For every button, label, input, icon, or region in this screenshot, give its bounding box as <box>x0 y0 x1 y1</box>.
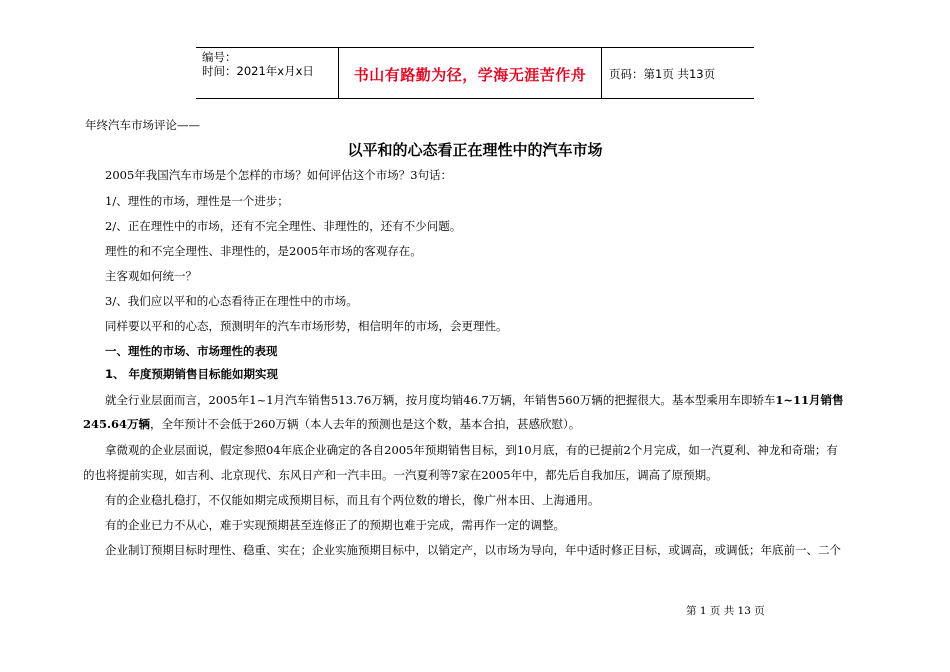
header-motto: 书山有路勤为径，学海无涯苦作舟 <box>353 66 587 84</box>
paragraph-bold-text: 1~11月销售 <box>775 393 844 407</box>
paragraph: 1/、理性的市场，理性是一个进步； <box>105 194 289 208</box>
paragraph-line <box>105 392 843 408</box>
header-page-label: 页码：第1页 共13页 <box>609 67 716 81</box>
paragraph: 3/、我们应以平和的心态看待正在理性中的市场。 <box>105 294 358 308</box>
series-title: 年终汽车市场评论—— <box>85 118 200 132</box>
paragraph-text: 就全行业层面而言，2005年1~1月汽车销售513.76万辆，按月度均销46.7万辆，年销售560万辆的把握很大。基本型乘用车即轿车 <box>105 393 776 407</box>
paragraph-text: ，全年预计不会低于260万辆（本人去年的预测也是这个数，基本合拍，甚感欣慰）。 <box>150 417 581 431</box>
header-motto-cell <box>338 48 602 98</box>
paragraph: 拿微观的企业层面说，假定参照04年底企业确定的各自2005年预期销售目标，到10月底，有的已提前2个月完成，如一汽夏利、神龙和奇瑞；有 <box>105 443 838 457</box>
doc-number-label: 编号： <box>202 50 237 64</box>
paragraph: 2/、正在理性中的市场，还有不完全理性、非理性的，还有不少问题。 <box>105 219 462 233</box>
paragraph: 有的企业已力不从心，难于实现预期甚至连修正了的预期也难于完成，需再作一定的调整。 <box>105 518 565 532</box>
paragraph: 理性的和不完全理性、非理性的，是2005年市场的客观存在。 <box>105 244 422 258</box>
document-title: 以平和的心态看正在理性中的汽车市场 <box>347 141 603 159</box>
paragraph: 同样要以平和的心态，预测明年的汽车市场形势，相信明年的市场，会更理性。 <box>105 319 508 333</box>
paragraph: 2005年我国汽车市场是个怎样的市场？如何评估这个市场？3句话： <box>105 168 453 182</box>
paragraph: 企业制订预期目标时理性、稳重、实在；企业实施预期目标中，以销定产，以市场为导向，年中适时修正目标，或调高，或调低；年底前一、二个 <box>105 543 841 557</box>
header-info <box>202 50 314 78</box>
subsection-heading: 1、 年度预期销售目标能如期实现 <box>105 367 279 381</box>
paragraph-bold-text: 245.64万辆 <box>83 417 151 431</box>
paragraph: 的也将提前实现，如吉利、北京现代、东风日产和一汽丰田。一汽夏利等7家在2005年中，都先后自我加压，调高了原预期。 <box>83 468 718 482</box>
paragraph: 主客观如何统一？ <box>105 269 197 283</box>
doc-time-label: 时间：2021年x月x日 <box>202 64 314 78</box>
paragraph-line <box>83 416 580 432</box>
header-table <box>196 47 754 99</box>
section-heading: 一、理性的市场、市场理性的表现 <box>105 344 278 358</box>
page-footer: 第 1 页 共 13 页 <box>686 605 765 617</box>
paragraph: 有的企业稳扎稳打，不仅能如期完成预期目标，而且有个两位数的增长，像广州本田、上海通用。 <box>105 493 600 507</box>
